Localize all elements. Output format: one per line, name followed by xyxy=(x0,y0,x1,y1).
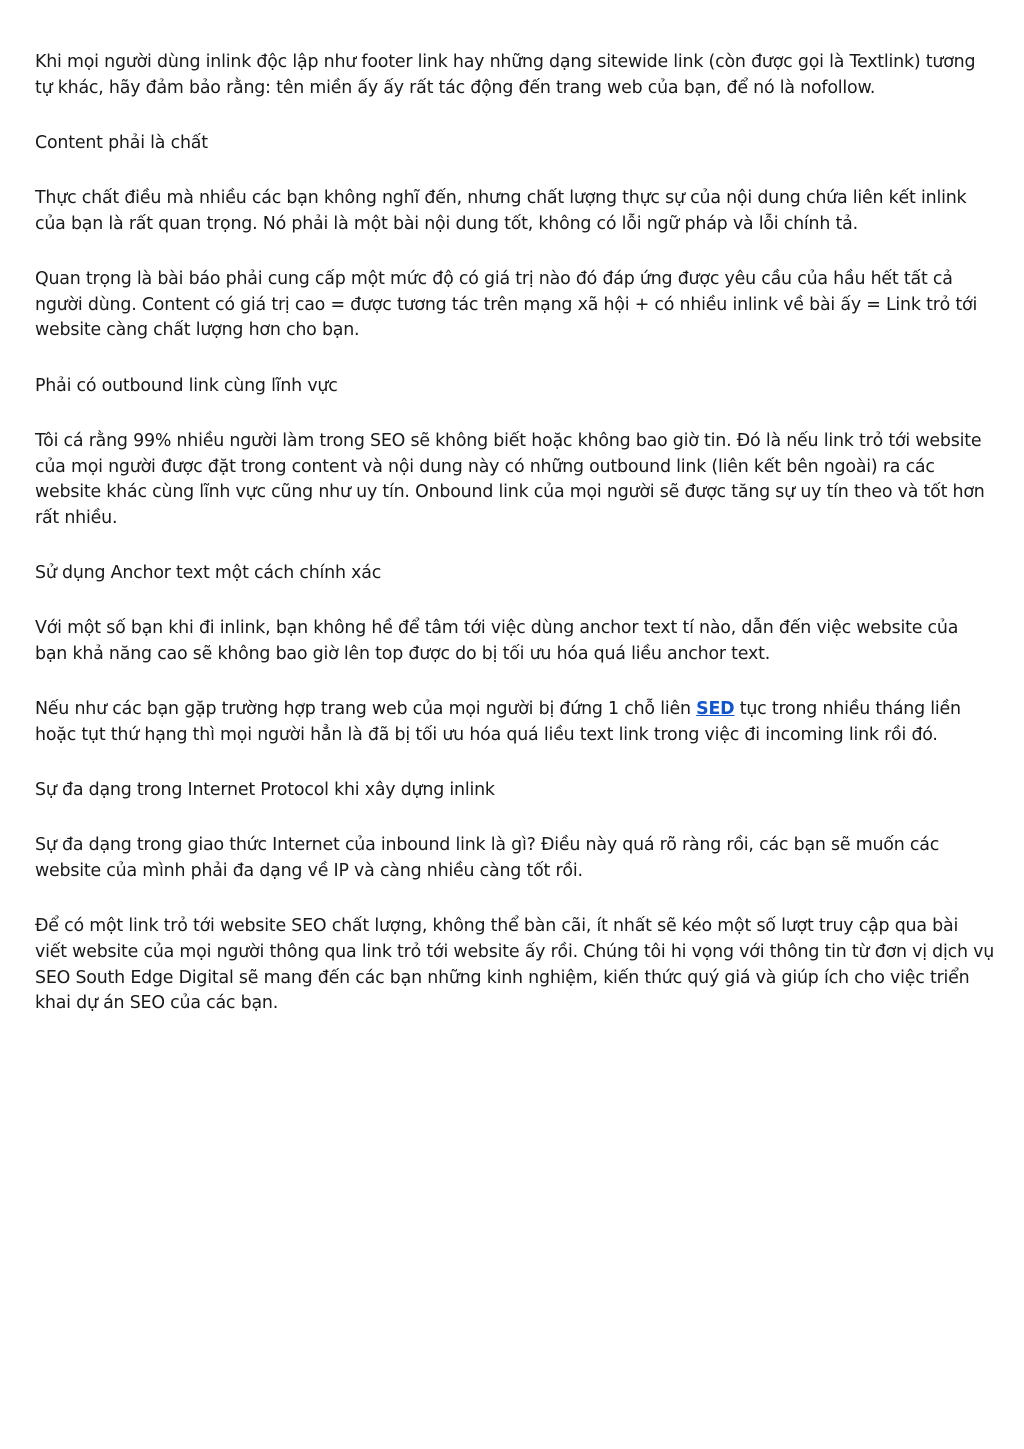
paragraph-content-quality: Thực chất điều mà nhiều các bạn không nghĩ đến, nhưng chất lượng thực sự của nội dung chứa liên kết inlink của bạn là rất quan trọng. Nó phải là một bài nội dung tốt, không có lỗi ngữ pháp và lỗi chính tả. xyxy=(35,188,967,234)
paragraph-nofollow: Khi mọi người dùng inlink độc lập như footer link hay những dạng sitewide link (còn được gọi là Textlink) tương tự khác, hãy đảm bảo rằng: tên miền ấy ấy rất tác động đến trang web của bạn, để nó là nofollow. xyxy=(35,52,976,98)
paragraph-ip-diversity: Sự đa dạng trong giao thức Internet của inbound link là gì? Điều này quá rõ ràng rồi, các bạn sẽ muốn các website của mình phải đa dạng về IP và càng nhiều càng tốt rồi. xyxy=(35,835,940,882)
heading-outbound-link: Phải có outbound link cùng lĩnh vực xyxy=(35,375,338,396)
paragraph-conclusion: Để có một link trỏ tới website SEO chất lượng, không thể bàn cãi, ít nhất sẽ kéo một số lượt truy cập qua bài viết website của mọi người thông qua link trỏ tới website ấy rồi. Chúng tôi hi vọng với thông tin từ đơn vị dịch vụ SEO South Edge Digital sẽ mang đến các bạn những kinh nghiệm, kiến thức quý giá và giúp ích cho việc triển khai dự án SEO của các bạn. xyxy=(35,916,995,1014)
paragraph-ranking-drop xyxy=(35,697,995,748)
paragraph-content-value: Quan trọng là bài báo phải cung cấp một mức độ có giá trị nào đó đáp ứng được yêu cầu của hầu hết tất cả người dùng. Content có giá trị cao = được tương tác trên mạng xã hội + có nhiều inlink về bài ấy = Link trỏ tới website càng chất lượng hơn cho bạn. xyxy=(35,269,978,341)
paragraph-anchor-text: Với một số bạn khi đi inlink, bạn không hề để tâm tới việc dùng anchor text tí nào, dẫn đến việc website của bạn khả năng cao sẽ không bao giờ lên top được do bị tối ưu hóa quá liều anchor text. xyxy=(35,618,959,665)
heading-ip-diversity: Sự đa dạng trong Internet Protocol khi xây dựng inlink xyxy=(35,780,495,801)
heading-content-quality: Content phải là chất xyxy=(35,132,208,153)
ranking-text-before: Nếu như các bạn gặp trường hợp trang web của mọi người bị đứng 1 chỗ liên xyxy=(35,699,697,720)
ranking-text-after: tục trong nhiều tháng liền hoặc tụt thứ hạng thì mọi người hẳn là đã bị tối ưu hóa quá liều text link trong việc đi incoming link rồi đó. xyxy=(35,699,961,745)
paragraph-outbound-link: Tôi cá rằng 99% nhiều người làm trong SEO sẽ không biết hoặc không bao giờ tin. Đó là nếu link trỏ tới website của mọi người được đặt trong content và nội dung này có những outbound link (liên kết bên ngoài) ra các website khác cùng lĩnh vực cũng như uy tín. Onbound link của mọi người sẽ được tăng sự uy tín theo và tốt hơn rất nhiều. xyxy=(35,430,985,528)
document-body xyxy=(35,50,995,1047)
sed-link[interactable]: SED xyxy=(696,699,735,720)
heading-anchor-text: Sử dụng Anchor text một cách chính xác xyxy=(35,563,382,584)
